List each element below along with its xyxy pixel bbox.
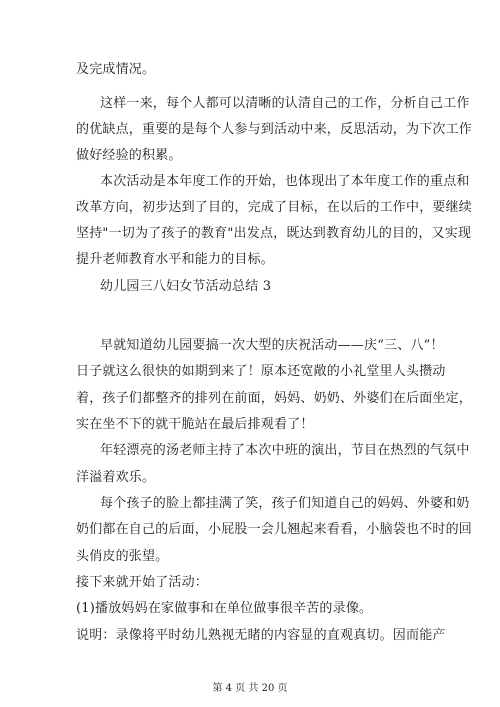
paragraph-line: 接下来就开始了活动： bbox=[76, 575, 209, 590]
text-line: 提升老师教育水平和能力的目标。 bbox=[76, 252, 275, 267]
text-line: 坚持"一切为了孩子的教育"出发点，既达到教育幼儿的目的，又实现 bbox=[76, 226, 472, 241]
text-line: 头俏皮的张望。 bbox=[76, 549, 169, 564]
text-line: 着，孩子们都整齐的排列在前面，妈妈、奶奶、外婆们在后面坐定， bbox=[76, 391, 473, 406]
list-item: (1)播放妈妈在家做事和在单位做事很辛苦的录像。 bbox=[76, 601, 373, 616]
paragraph-line: 说明：录像将平时幼儿熟视无睹的内容显的直观真切。因而能产 bbox=[76, 628, 446, 643]
text-line: 改革方向，初步达到了目的，完成了目标，在以后的工作中，要继续 bbox=[76, 200, 473, 215]
text-line: 的优缺点，重要的是每个人参与到活动中来，反思活动，为下次工作 bbox=[76, 122, 473, 137]
paragraph-line: 本次活动是本年度工作的开始，也体现出了本年度工作的重点和 bbox=[100, 174, 470, 189]
paragraph-line: 年轻漂亮的汤老师主持了本次中班的演出，节目在热烈的气氛中 bbox=[100, 443, 470, 458]
paragraph-line: 早就知道幼儿园要搞一次大型的庆祝活动——庆“三、八”！ bbox=[100, 338, 444, 353]
paragraph-line: 这样一来，每个人都可以清晰的认清自己的工作，分析自己工作 bbox=[100, 96, 470, 111]
paragraph-line: 日子就这么很快的如期到来了！原本还宽敞的小礼堂里人头攒动 bbox=[76, 364, 446, 379]
text-line: 洋溢着欢乐。 bbox=[76, 470, 156, 485]
paragraph-line: 每个孩子的脸上都挂满了笑，孩子们知道自己的妈妈、外婆和奶 bbox=[100, 496, 470, 511]
text-line: 实在坐不下的就干脆站在最后排观看了！ bbox=[76, 417, 314, 432]
text-line: 奶们都在自己的后面，小屁股一会儿翘起来看看，小脑袋也不时的回 bbox=[76, 522, 473, 537]
section-heading: 幼儿园三八妇女节活动总结 3 bbox=[100, 279, 272, 294]
page-number-footer: 第 4 页 共 20 页 bbox=[212, 683, 288, 694]
text-line: 及完成情况。 bbox=[76, 62, 156, 77]
text-line: 做好经验的积累。 bbox=[76, 148, 182, 163]
